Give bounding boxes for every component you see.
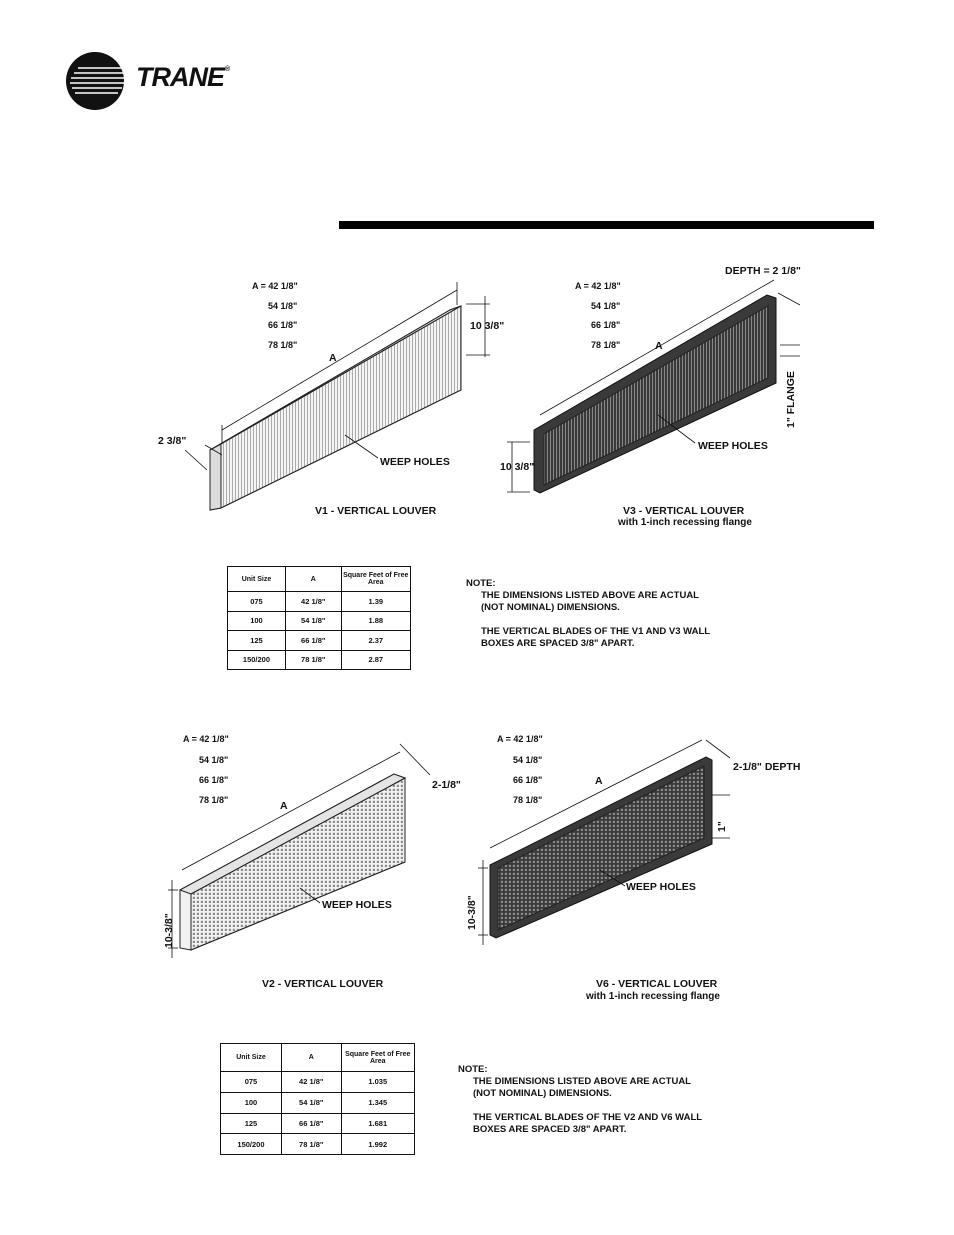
v1-weep-label: WEEP HOLES [380, 456, 450, 468]
table-cell: 1.992 [341, 1134, 414, 1155]
table-header: Square Feet of Free Area [341, 567, 410, 592]
table-header: A [281, 1044, 341, 1072]
table-cell: 150/200 [228, 650, 286, 670]
v3-caption: V3 - VERTICAL LOUVER [623, 505, 745, 517]
table-cell: 1.88 [341, 611, 410, 631]
v6-a-label: A [595, 775, 603, 787]
v6-weep-label: WEEP HOLES [626, 881, 696, 893]
v3-weep-label: WEEP HOLES [698, 440, 768, 452]
v6-a-value-3: 66 1/8" [513, 775, 543, 785]
table-cell: 2.87 [341, 650, 410, 670]
v2-weep-label: WEEP HOLES [322, 899, 392, 911]
v3-a-label: A [655, 340, 663, 352]
table-cell: 66 1/8" [281, 1113, 341, 1134]
v6-louver-drawing [478, 740, 730, 945]
note-line: (NOT NOMINAL) DIMENSIONS. [481, 602, 620, 613]
note-v2-v6 [458, 1064, 702, 1136]
v1-depth-label: 2 3/8" [158, 435, 187, 447]
v1-a-label: A [329, 352, 337, 364]
v3-a-value-3: 66 1/8" [591, 320, 621, 330]
table-cell: 1.681 [341, 1113, 414, 1134]
table-row [221, 1092, 415, 1113]
table-header: Unit Size [228, 567, 286, 592]
v2-a-value-2: 54 1/8" [199, 755, 229, 765]
note-line: (NOT NOMINAL) DIMENSIONS. [473, 1088, 612, 1099]
table-cell: 100 [221, 1092, 282, 1113]
v3-depth-label: DEPTH = 2 1/8" [725, 265, 801, 277]
v1-a-value-3: 66 1/8" [268, 320, 298, 330]
v2-a-label: A [280, 800, 288, 812]
v6-depth-label: 2-1/8" DEPTH [733, 761, 801, 773]
table-row [221, 1072, 415, 1093]
table-row [221, 1134, 415, 1155]
v6-a-value-4: 78 1/8" [513, 795, 543, 805]
table-row [228, 650, 411, 670]
v6-caption: V6 - VERTICAL LOUVER [596, 978, 718, 990]
v1-a-value-2: 54 1/8" [268, 301, 298, 311]
free-area-table-v1-v3 [227, 566, 411, 670]
note-line: THE VERTICAL BLADES OF THE V2 AND V6 WALL [473, 1112, 703, 1123]
table-cell: 2.37 [341, 631, 410, 651]
v3-height-label: 10 3/8" [500, 461, 535, 473]
v6-height-label: 10-3/8" [466, 895, 478, 930]
v3-caption-sub: with 1-inch recessing flange [618, 517, 752, 528]
table-header: A [285, 567, 341, 592]
note-line: BOXES ARE SPACED 3/8" APART. [473, 1124, 627, 1135]
v6-a-value-1: A = 42 1/8" [497, 734, 543, 744]
v3-a-value-2: 54 1/8" [591, 301, 621, 311]
table-row [228, 631, 411, 651]
note-line: THE VERTICAL BLADES OF THE V1 AND V3 WALL [481, 626, 711, 637]
table-cell: 075 [221, 1072, 282, 1093]
v1-a-value-1: A = 42 1/8" [252, 281, 298, 291]
table-row [228, 611, 411, 631]
table-cell: 54 1/8" [281, 1092, 341, 1113]
table-cell: 1.345 [341, 1092, 414, 1113]
v6-caption-sub: with 1-inch recessing flange [586, 991, 720, 1002]
table-cell: 42 1/8" [281, 1072, 341, 1093]
table-header: Square Feet of Free Area [341, 1044, 414, 1072]
brand-wordmark: TRANE® [136, 62, 230, 92]
table-cell: 42 1/8" [285, 592, 341, 612]
v1-height-label: 10 3/8" [470, 320, 505, 332]
v1-caption: V1 - VERTICAL LOUVER [315, 505, 437, 517]
table-cell: 78 1/8" [281, 1134, 341, 1155]
v1-a-value-4: 78 1/8" [268, 340, 298, 350]
v3-louver-drawing [507, 280, 800, 493]
v2-a-value-4: 78 1/8" [199, 795, 229, 805]
v3-flange-label: 1" FLANGE [785, 371, 797, 428]
v1-louver-drawing [185, 282, 490, 510]
table-row [221, 1113, 415, 1134]
table-cell: 075 [228, 592, 286, 612]
note-heading: NOTE: [466, 578, 496, 589]
table-cell: 125 [228, 631, 286, 651]
table-header: Unit Size [221, 1044, 282, 1072]
note-line: BOXES ARE SPACED 3/8" APART. [481, 638, 635, 649]
table-row [228, 592, 411, 612]
v2-depth-label: 2-1/8" [432, 779, 461, 791]
note-line: THE DIMENSIONS LISTED ABOVE ARE ACTUAL [481, 590, 699, 601]
table-cell: 125 [221, 1113, 282, 1134]
table-cell: 150/200 [221, 1134, 282, 1155]
v2-a-value-3: 66 1/8" [199, 775, 229, 785]
table-cell: 78 1/8" [285, 650, 341, 670]
table-cell: 100 [228, 611, 286, 631]
note-heading: NOTE: [458, 1064, 488, 1075]
v6-a-value-2: 54 1/8" [513, 755, 543, 765]
v3-a-value-4: 78 1/8" [591, 340, 621, 350]
table-cell: 66 1/8" [285, 631, 341, 651]
table-cell: 54 1/8" [285, 611, 341, 631]
note-v1-v3 [466, 578, 710, 650]
table-cell: 1.39 [341, 592, 410, 612]
free-area-table-v2-v6 [220, 1043, 415, 1155]
v2-caption: V2 - VERTICAL LOUVER [262, 978, 384, 990]
v6-flange-label: 1" [716, 821, 728, 832]
v2-height-label: 10-3/8" [163, 913, 175, 948]
v3-a-value-1: A = 42 1/8" [575, 281, 621, 291]
table-cell: 1.035 [341, 1072, 414, 1093]
v2-a-value-1: A = 42 1/8" [183, 734, 229, 744]
note-line: THE DIMENSIONS LISTED ABOVE ARE ACTUAL [473, 1076, 691, 1087]
